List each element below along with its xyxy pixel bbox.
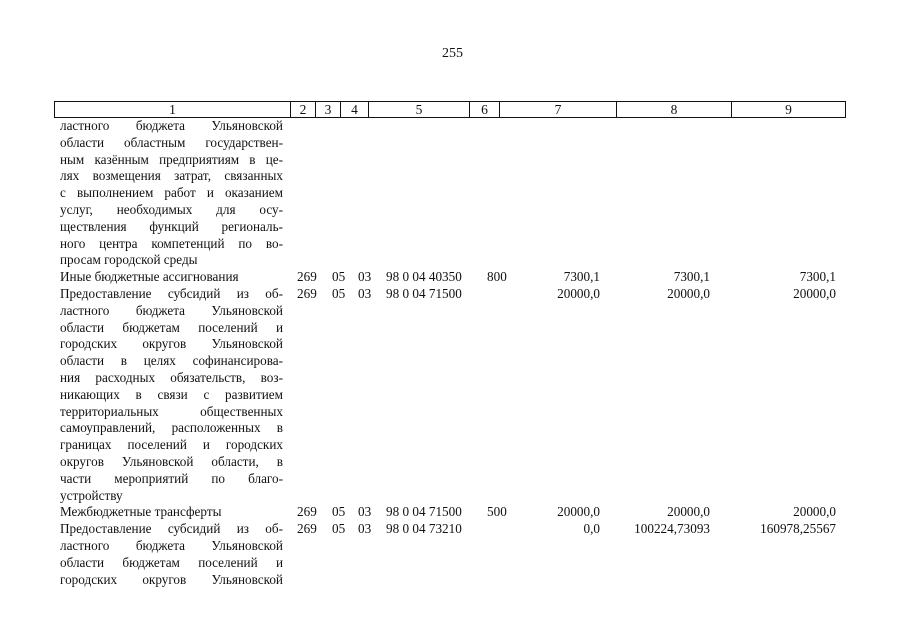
cell-col-4: 03 bbox=[358, 285, 372, 301]
page-number: 255 bbox=[442, 46, 463, 61]
table-row bbox=[60, 269, 850, 286]
header-col-3: 3 bbox=[316, 102, 341, 118]
description-line: устройству bbox=[60, 487, 123, 503]
table-body bbox=[60, 118, 850, 588]
cell-col-7: 0,0 bbox=[583, 521, 600, 537]
cell-col-3: 05 bbox=[332, 285, 346, 301]
row-description bbox=[60, 504, 283, 521]
description-line: услуг, необходимых для осу- bbox=[60, 201, 283, 217]
cell-col-4: 03 bbox=[358, 269, 372, 285]
cell-col-2: 269 bbox=[297, 269, 317, 285]
cell-col-3: 05 bbox=[332, 521, 346, 537]
header-col-6: 6 bbox=[470, 102, 500, 118]
description-line: области бюджетам поселений и bbox=[60, 319, 283, 335]
description-line: ластного бюджета Ульяновской bbox=[60, 302, 283, 318]
description-line: ным казённым предприятиям в це- bbox=[60, 151, 283, 167]
description-line: части мероприятий по благо- bbox=[60, 470, 283, 486]
cell-col-9: 20000,0 bbox=[793, 285, 836, 301]
description-line: Межбюджетные трансферты bbox=[60, 504, 222, 520]
cell-col-7: 7300,1 bbox=[563, 269, 600, 285]
cell-col-9: 7300,1 bbox=[799, 269, 836, 285]
row-description bbox=[60, 521, 283, 588]
cell-col-9: 20000,0 bbox=[793, 504, 836, 520]
header-col-5: 5 bbox=[369, 102, 470, 118]
cell-col-4: 03 bbox=[358, 521, 372, 537]
header-col-4: 4 bbox=[341, 102, 369, 118]
header-col-7: 7 bbox=[500, 102, 617, 118]
cell-col-6: 500 bbox=[487, 504, 507, 520]
table-row bbox=[60, 521, 850, 588]
cell-col-6: 800 bbox=[487, 269, 507, 285]
cell-col-5: 98 0 04 40350 bbox=[386, 269, 462, 285]
description-line: лях возмещения затрат, связанных bbox=[60, 168, 283, 184]
table-row bbox=[60, 504, 850, 521]
description-line: никающих в связи с развитием bbox=[60, 386, 283, 402]
row-description bbox=[60, 286, 283, 504]
description-line: Предоставление субсидий из об- bbox=[60, 521, 283, 537]
header-col-9: 9 bbox=[732, 102, 846, 118]
cell-col-5: 98 0 04 71500 bbox=[386, 504, 462, 520]
description-line: просам городской среды bbox=[60, 252, 198, 268]
cell-col-8: 20000,0 bbox=[667, 504, 710, 520]
cell-col-3: 05 bbox=[332, 269, 346, 285]
description-line: ластного бюджета Ульяновской bbox=[60, 537, 283, 553]
description-line: самоуправлений, расположенных в bbox=[60, 420, 283, 436]
description-line: ластного бюджета Ульяновской bbox=[60, 118, 283, 133]
cell-col-2: 269 bbox=[297, 504, 317, 520]
description-line: территориальных общественных bbox=[60, 403, 283, 419]
description-line: области бюджетам поселений и bbox=[60, 554, 283, 570]
cell-col-8: 100224,73093 bbox=[634, 521, 710, 537]
description-line: области в целях софинансирова- bbox=[60, 353, 283, 369]
header-col-8: 8 bbox=[617, 102, 732, 118]
table-header bbox=[54, 101, 846, 118]
cell-col-2: 269 bbox=[297, 285, 317, 301]
cell-col-8: 7300,1 bbox=[673, 269, 710, 285]
description-line: Предоставление субсидий из об- bbox=[60, 285, 283, 301]
description-line: границах поселений и городских bbox=[60, 437, 283, 453]
cell-col-3: 05 bbox=[332, 504, 346, 520]
table-row bbox=[60, 286, 850, 504]
row-description bbox=[60, 269, 283, 286]
cell-col-5: 98 0 04 73210 bbox=[386, 521, 462, 537]
cell-col-5: 98 0 04 71500 bbox=[386, 285, 462, 301]
table-row bbox=[60, 118, 850, 269]
row-description bbox=[60, 118, 283, 269]
cell-col-2: 269 bbox=[297, 521, 317, 537]
description-line: городских округов Ульяновской bbox=[60, 336, 283, 352]
description-line: Иные бюджетные ассигнования bbox=[60, 269, 239, 285]
cell-col-7: 20000,0 bbox=[557, 285, 600, 301]
description-line: ного центра компетенций по во- bbox=[60, 235, 283, 251]
description-line: области областным государствен- bbox=[60, 134, 283, 150]
cell-col-9: 160978,25567 bbox=[760, 521, 836, 537]
header-col-1: 1 bbox=[55, 102, 291, 118]
description-line: городских округов Ульяновской bbox=[60, 571, 283, 587]
cell-col-7: 20000,0 bbox=[557, 504, 600, 520]
cell-col-4: 03 bbox=[358, 504, 372, 520]
description-line: ществления функций региональ- bbox=[60, 218, 283, 234]
cell-col-8: 20000,0 bbox=[667, 285, 710, 301]
description-line: ния расходных обязательств, воз- bbox=[60, 369, 283, 385]
description-line: округов Ульяновской области, в bbox=[60, 453, 283, 469]
description-line: с выполнением работ и оказанием bbox=[60, 185, 283, 201]
header-col-2: 2 bbox=[291, 102, 316, 118]
